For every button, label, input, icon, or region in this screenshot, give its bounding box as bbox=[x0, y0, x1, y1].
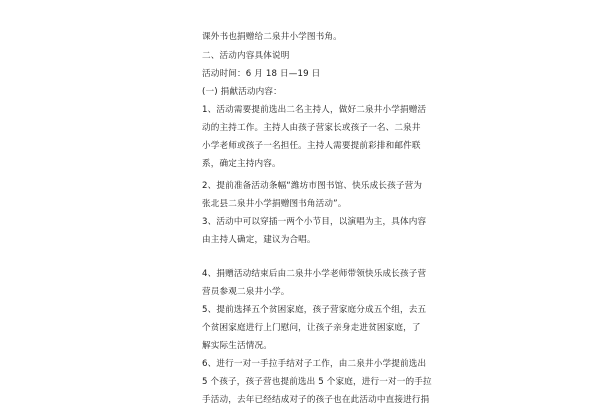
text-line-1: 课外书也捐赠给二泉井小学图书角。 bbox=[202, 32, 342, 42]
text-line-5: 1、活动需要提前选出二名主持人，做好二泉井小学捐赠活 bbox=[202, 105, 427, 115]
text-line-20: 手活动，去年已经结成对子的孩子也在此活动中直接进行捐 bbox=[202, 395, 430, 405]
section-heading: 二、活动内容具体说明 bbox=[202, 51, 290, 61]
text-line-9: 2、提前准备活动条幅“潍坊市图书馆、快乐成长孩子营为 bbox=[202, 181, 423, 191]
text-line-13: 4、捐赠活动结束后由二泉井小学老师带领快乐成长孩子营 bbox=[202, 269, 427, 279]
text-line-12: 由主持人确定，建议为合唱。 bbox=[202, 235, 316, 245]
activity-time: 活动时间：6 月 18 日—19 日 bbox=[202, 69, 321, 79]
text-line-19: 5 个孩子，孩子营也提前选出 5 个家庭，进行一对一的手拉 bbox=[202, 377, 432, 387]
text-line-8: 系，确定主持内容。 bbox=[202, 159, 281, 169]
text-line-17: 解实际生活情况。 bbox=[202, 341, 272, 351]
text-line-18: 6、进行一对一手拉手结对子工作，由二泉井小学提前选出 bbox=[202, 359, 427, 369]
text-line-16: 个贫困家庭进行上门慰问，让孩子亲身走进贫困家庭，了 bbox=[202, 323, 421, 333]
text-line-11: 3、活动中可以穿插一两个小节目，以演唱为主，具体内容 bbox=[202, 217, 427, 227]
subsection-heading: (一) 捐献活动内容： bbox=[202, 87, 282, 97]
text-line-7: 小学老师或孩子一名担任。主持人需要提前彩排和邮件联 bbox=[202, 141, 421, 151]
text-line-15: 5、提前选择五个贫困家庭，孩子营家庭分成五个组，去五 bbox=[202, 305, 427, 315]
text-line-10: 张北县二泉井小学捐赠图书角活动”。 bbox=[202, 199, 347, 209]
text-line-14: 营员参观二泉井小学。 bbox=[202, 287, 290, 297]
text-line-6: 动的主持工作。主持人由孩子营家长或孩子一名、二泉井 bbox=[202, 123, 421, 133]
